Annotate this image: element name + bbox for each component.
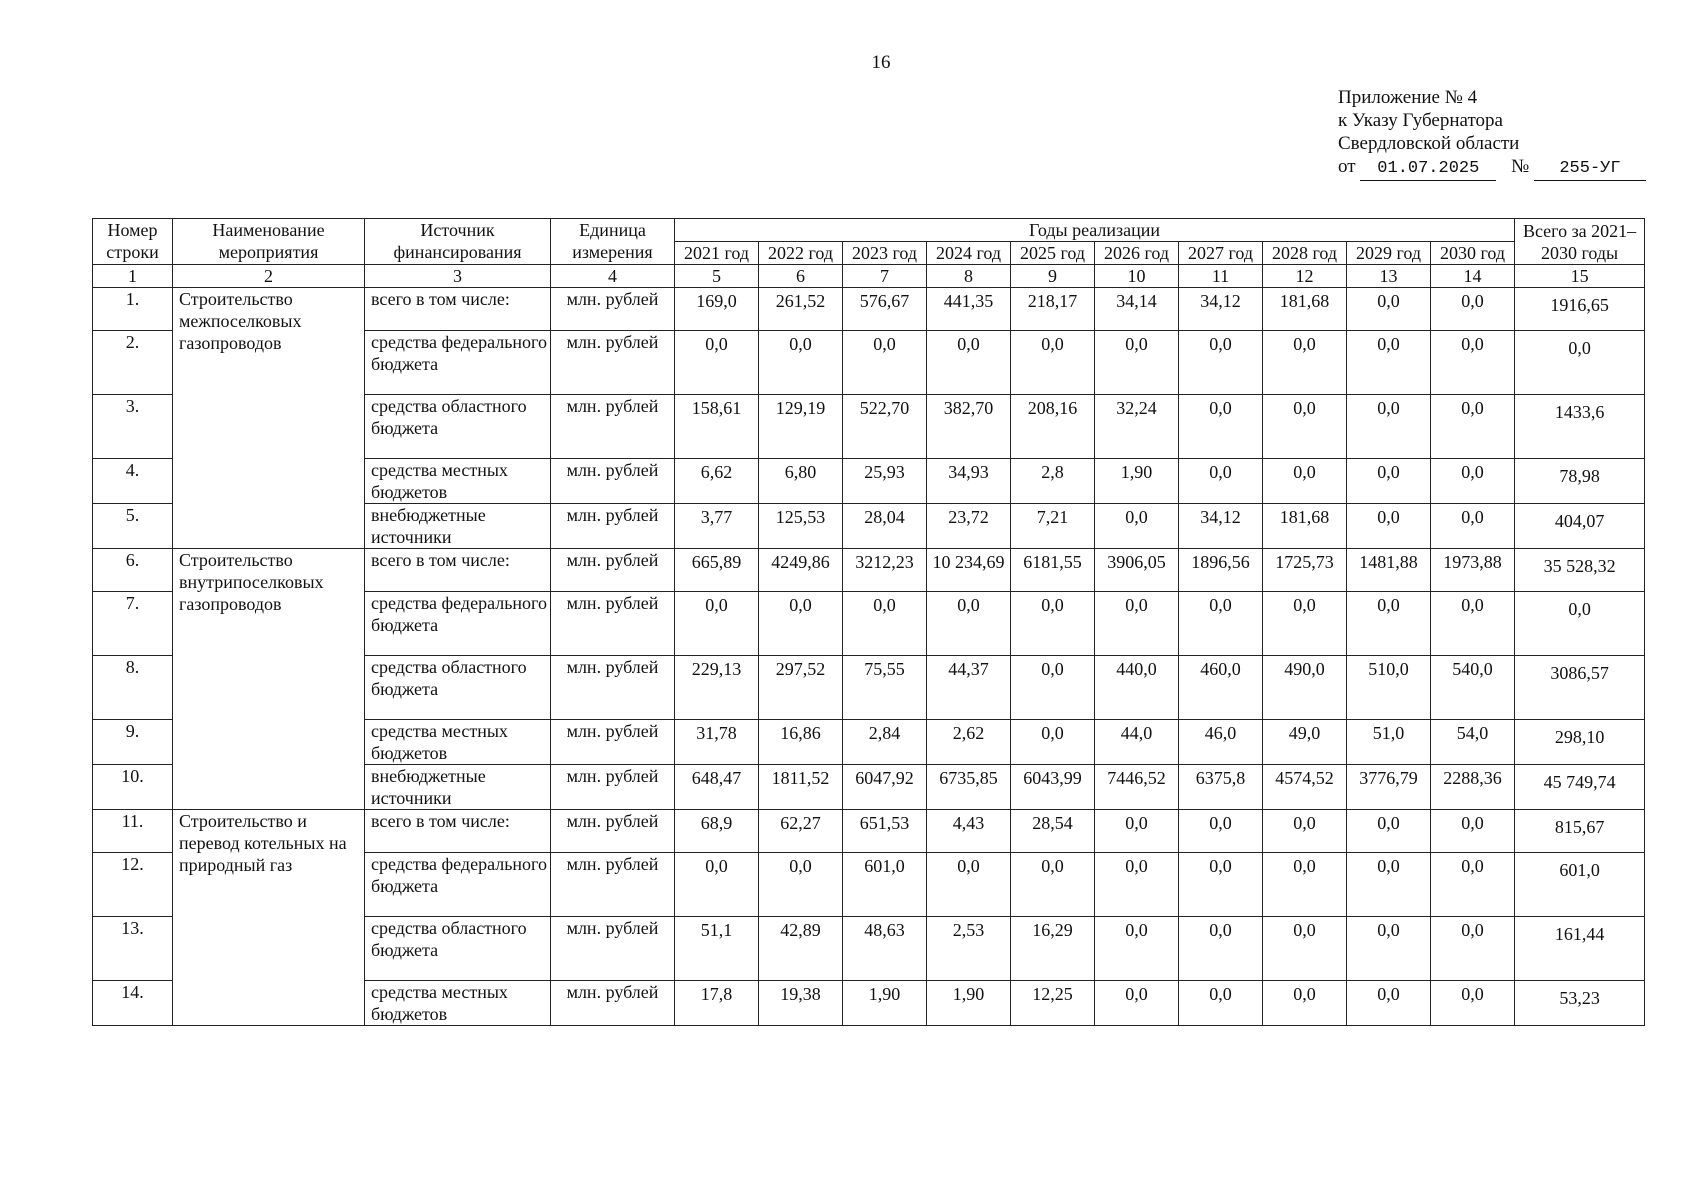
total-value-cell: 601,0: [1515, 853, 1645, 917]
year-value-cell: 7446,52: [1095, 765, 1179, 810]
year-value-cell: 49,0: [1263, 720, 1347, 765]
year-value-cell: 0,0: [927, 853, 1011, 917]
year-value-cell: 31,78: [675, 720, 759, 765]
source-cell: средства местных бюджетов: [365, 459, 551, 504]
year-value-cell: 34,12: [1179, 288, 1263, 331]
column-number: 6: [759, 265, 843, 288]
header-year: 2025 год: [1011, 242, 1095, 265]
year-value-cell: 0,0: [1095, 917, 1179, 981]
total-value-cell: 1916,65: [1515, 288, 1645, 331]
total-value-cell: 53,23: [1515, 981, 1645, 1026]
year-value-cell: 0,0: [927, 331, 1011, 395]
header-year: 2024 год: [927, 242, 1011, 265]
year-value-cell: 0,0: [1263, 459, 1347, 504]
appendix-line-1: Приложение № 4: [1338, 87, 1478, 108]
row-number-cell: 12.: [93, 853, 173, 917]
year-value-cell: 1481,88: [1347, 549, 1431, 592]
year-value-cell: 2,62: [927, 720, 1011, 765]
year-value-cell: 16,86: [759, 720, 843, 765]
year-value-cell: 0,0: [1011, 331, 1095, 395]
year-value-cell: 181,68: [1263, 504, 1347, 549]
page-number: 16: [871, 52, 891, 73]
total-value-cell: 45 749,74: [1515, 765, 1645, 810]
year-value-cell: 4,43: [927, 810, 1011, 853]
year-value-cell: 3212,23: [843, 549, 927, 592]
event-name-cell: Строительство внутрипоселковых газопроводов: [173, 549, 365, 810]
year-value-cell: 34,93: [927, 459, 1011, 504]
year-value-cell: 0,0: [1263, 395, 1347, 459]
year-value-cell: 16,29: [1011, 917, 1095, 981]
event-name-cell: Строительство и перевод котельных на природный газ: [173, 810, 365, 1026]
year-value-cell: 34,14: [1095, 288, 1179, 331]
year-value-cell: 522,70: [843, 395, 927, 459]
appendix-line-3: Свердловской области: [1338, 133, 1520, 154]
year-value-cell: 0,0: [1347, 592, 1431, 656]
year-value-cell: 1896,56: [1179, 549, 1263, 592]
source-cell: средства областного бюджета: [365, 395, 551, 459]
year-value-cell: 0,0: [843, 592, 927, 656]
year-value-cell: 0,0: [1179, 395, 1263, 459]
total-value-cell: 298,10: [1515, 720, 1645, 765]
header-year: 2026 год: [1095, 242, 1179, 265]
year-value-cell: 460,0: [1179, 656, 1263, 720]
appendix-date-line: [1338, 155, 1646, 181]
row-number-cell: 1.: [93, 288, 173, 331]
year-value-cell: 0,0: [1431, 288, 1515, 331]
year-value-cell: 0,0: [759, 592, 843, 656]
year-value-cell: 261,52: [759, 288, 843, 331]
column-number: 10: [1095, 265, 1179, 288]
source-cell: всего в том числе:: [365, 810, 551, 853]
year-value-cell: 23,72: [927, 504, 1011, 549]
source-cell: внебюджетные источники: [365, 765, 551, 810]
year-value-cell: 0,0: [1095, 592, 1179, 656]
appendix-block: [1338, 86, 1646, 181]
column-number: 12: [1263, 265, 1347, 288]
year-value-cell: 0,0: [1347, 981, 1431, 1026]
year-value-cell: 6047,92: [843, 765, 927, 810]
header-year: 2022 год: [759, 242, 843, 265]
year-value-cell: 32,24: [1095, 395, 1179, 459]
row-number-cell: 3.: [93, 395, 173, 459]
event-name-cell: Строительство межпоселковых газопроводов: [173, 288, 365, 549]
total-value-cell: 0,0: [1515, 331, 1645, 395]
total-value-cell: 78,98: [1515, 459, 1645, 504]
total-value-cell: 815,67: [1515, 810, 1645, 853]
total-value-cell: 1433,6: [1515, 395, 1645, 459]
table-row: [93, 549, 1645, 592]
year-value-cell: 25,93: [843, 459, 927, 504]
unit-cell: млн. рублей: [551, 395, 675, 459]
total-value-cell: 161,44: [1515, 917, 1645, 981]
row-number-cell: 5.: [93, 504, 173, 549]
year-value-cell: 125,53: [759, 504, 843, 549]
year-value-cell: 0,0: [1431, 810, 1515, 853]
year-value-cell: 2,84: [843, 720, 927, 765]
year-value-cell: 441,35: [927, 288, 1011, 331]
number-value: 255-УГ: [1534, 157, 1646, 181]
column-number: 11: [1179, 265, 1263, 288]
table-row: [93, 810, 1645, 853]
year-value-cell: 510,0: [1347, 656, 1431, 720]
year-value-cell: 0,0: [1011, 656, 1095, 720]
year-value-cell: 0,0: [1011, 720, 1095, 765]
year-value-cell: 3,77: [675, 504, 759, 549]
year-value-cell: 6,80: [759, 459, 843, 504]
year-value-cell: 75,55: [843, 656, 927, 720]
year-value-cell: 51,1: [675, 917, 759, 981]
column-number: 7: [843, 265, 927, 288]
header-total: Всего за 2021–2030 годы: [1515, 219, 1645, 265]
row-number-cell: 9.: [93, 720, 173, 765]
row-number-cell: 7.: [93, 592, 173, 656]
column-number: 9: [1011, 265, 1095, 288]
year-value-cell: 665,89: [675, 549, 759, 592]
column-number-row: [93, 265, 1645, 288]
year-value-cell: 0,0: [1347, 810, 1431, 853]
source-cell: средства областного бюджета: [365, 917, 551, 981]
header-year: 2021 год: [675, 242, 759, 265]
budget-table: [92, 218, 1645, 1026]
header-unit: Единица измерения: [551, 219, 675, 265]
year-value-cell: 17,8: [675, 981, 759, 1026]
year-value-cell: 62,27: [759, 810, 843, 853]
year-value-cell: 19,38: [759, 981, 843, 1026]
year-value-cell: 68,9: [675, 810, 759, 853]
year-value-cell: 0,0: [1347, 288, 1431, 331]
column-number: 3: [365, 265, 551, 288]
unit-cell: млн. рублей: [551, 504, 675, 549]
year-value-cell: 540,0: [1431, 656, 1515, 720]
year-value-cell: 0,0: [1095, 331, 1179, 395]
year-value-cell: 0,0: [1263, 917, 1347, 981]
unit-cell: млн. рублей: [551, 765, 675, 810]
year-value-cell: 51,0: [1347, 720, 1431, 765]
unit-cell: млн. рублей: [551, 549, 675, 592]
year-value-cell: 28,54: [1011, 810, 1095, 853]
year-value-cell: 0,0: [1263, 331, 1347, 395]
year-value-cell: 648,47: [675, 765, 759, 810]
header-event-name: Наименование мероприятия: [173, 219, 365, 265]
year-value-cell: 0,0: [1347, 504, 1431, 549]
date-value: 01.07.2025: [1360, 157, 1496, 181]
year-value-cell: 6181,55: [1011, 549, 1095, 592]
year-value-cell: 0,0: [1431, 459, 1515, 504]
header-years-group: Годы реализации: [675, 219, 1515, 242]
year-value-cell: 1811,52: [759, 765, 843, 810]
year-value-cell: 0,0: [1263, 592, 1347, 656]
year-value-cell: 0,0: [1347, 853, 1431, 917]
year-value-cell: 0,0: [1179, 810, 1263, 853]
unit-cell: млн. рублей: [551, 459, 675, 504]
year-value-cell: 46,0: [1179, 720, 1263, 765]
year-value-cell: 0,0: [1179, 459, 1263, 504]
unit-cell: млн. рублей: [551, 331, 675, 395]
column-number: 5: [675, 265, 759, 288]
year-value-cell: 0,0: [1347, 331, 1431, 395]
year-value-cell: 3906,05: [1095, 549, 1179, 592]
header-row-number: Номер строки: [93, 219, 173, 265]
year-value-cell: 10 234,69: [927, 549, 1011, 592]
total-value-cell: 3086,57: [1515, 656, 1645, 720]
source-cell: средства местных бюджетов: [365, 720, 551, 765]
source-cell: всего в том числе:: [365, 549, 551, 592]
year-value-cell: 0,0: [675, 853, 759, 917]
source-cell: средства федерального бюджета: [365, 853, 551, 917]
unit-cell: млн. рублей: [551, 720, 675, 765]
table-row: [93, 288, 1645, 331]
year-value-cell: 0,0: [1095, 981, 1179, 1026]
row-number-cell: 11.: [93, 810, 173, 853]
year-value-cell: 0,0: [927, 592, 1011, 656]
year-value-cell: 0,0: [759, 853, 843, 917]
year-value-cell: 0,0: [1095, 504, 1179, 549]
year-value-cell: 2,53: [927, 917, 1011, 981]
appendix-line-2: к Указу Губернатора: [1338, 110, 1503, 131]
year-value-cell: 440,0: [1095, 656, 1179, 720]
year-value-cell: 44,0: [1095, 720, 1179, 765]
total-value-cell: 35 528,32: [1515, 549, 1645, 592]
number-label: №: [1511, 156, 1530, 177]
year-value-cell: 0,0: [1179, 981, 1263, 1026]
year-value-cell: 1,90: [1095, 459, 1179, 504]
year-value-cell: 651,53: [843, 810, 927, 853]
year-value-cell: 1,90: [843, 981, 927, 1026]
year-value-cell: 6,62: [675, 459, 759, 504]
year-value-cell: 382,70: [927, 395, 1011, 459]
year-value-cell: 1,90: [927, 981, 1011, 1026]
header-year: 2029 год: [1347, 242, 1431, 265]
year-value-cell: 0,0: [1011, 592, 1095, 656]
header-source: Источник финансирования: [365, 219, 551, 265]
year-value-cell: 0,0: [1431, 853, 1515, 917]
row-number-cell: 2.: [93, 331, 173, 395]
year-value-cell: 28,04: [843, 504, 927, 549]
source-cell: средства областного бюджета: [365, 656, 551, 720]
year-value-cell: 0,0: [1179, 331, 1263, 395]
year-value-cell: 0,0: [1263, 810, 1347, 853]
year-value-cell: 4574,52: [1263, 765, 1347, 810]
year-value-cell: 0,0: [1179, 917, 1263, 981]
unit-cell: млн. рублей: [551, 656, 675, 720]
source-cell: средства федерального бюджета: [365, 331, 551, 395]
unit-cell: млн. рублей: [551, 853, 675, 917]
year-value-cell: 0,0: [1347, 395, 1431, 459]
year-value-cell: 44,37: [927, 656, 1011, 720]
year-value-cell: 0,0: [1431, 917, 1515, 981]
header-year: 2028 год: [1263, 242, 1347, 265]
header-year: 2023 год: [843, 242, 927, 265]
year-value-cell: 0,0: [1095, 810, 1179, 853]
table-body: [93, 288, 1645, 1026]
year-value-cell: 0,0: [675, 331, 759, 395]
year-value-cell: 6375,8: [1179, 765, 1263, 810]
year-value-cell: 0,0: [1011, 853, 1095, 917]
year-value-cell: 490,0: [1263, 656, 1347, 720]
year-value-cell: 0,0: [1263, 853, 1347, 917]
year-value-cell: 129,19: [759, 395, 843, 459]
total-value-cell: 0,0: [1515, 592, 1645, 656]
year-value-cell: 0,0: [1263, 981, 1347, 1026]
year-value-cell: 54,0: [1431, 720, 1515, 765]
unit-cell: млн. рублей: [551, 917, 675, 981]
unit-cell: млн. рублей: [551, 288, 675, 331]
year-value-cell: 1725,73: [1263, 549, 1347, 592]
source-cell: всего в том числе:: [365, 288, 551, 331]
year-value-cell: 229,13: [675, 656, 759, 720]
year-value-cell: 2288,36: [1431, 765, 1515, 810]
year-value-cell: 0,0: [1431, 331, 1515, 395]
unit-cell: млн. рублей: [551, 981, 675, 1026]
unit-cell: млн. рублей: [551, 592, 675, 656]
year-value-cell: 2,8: [1011, 459, 1095, 504]
year-value-cell: 0,0: [1347, 459, 1431, 504]
row-number-cell: 6.: [93, 549, 173, 592]
header-year: 2030 год: [1431, 242, 1515, 265]
year-value-cell: 42,89: [759, 917, 843, 981]
column-number: 4: [551, 265, 675, 288]
year-value-cell: 0,0: [675, 592, 759, 656]
year-value-cell: 0,0: [843, 331, 927, 395]
column-number: 8: [927, 265, 1011, 288]
year-value-cell: 218,17: [1011, 288, 1095, 331]
column-number: 13: [1347, 265, 1431, 288]
year-value-cell: 7,21: [1011, 504, 1095, 549]
year-value-cell: 208,16: [1011, 395, 1095, 459]
year-value-cell: 169,0: [675, 288, 759, 331]
table-header: [93, 219, 1645, 288]
year-value-cell: 0,0: [759, 331, 843, 395]
row-number-cell: 14.: [93, 981, 173, 1026]
year-value-cell: 158,61: [675, 395, 759, 459]
year-value-cell: 0,0: [1179, 592, 1263, 656]
year-value-cell: 0,0: [1179, 853, 1263, 917]
row-number-cell: 8.: [93, 656, 173, 720]
date-label: от: [1338, 156, 1356, 177]
year-value-cell: 12,25: [1011, 981, 1095, 1026]
total-value-cell: 404,07: [1515, 504, 1645, 549]
year-value-cell: 1973,88: [1431, 549, 1515, 592]
year-value-cell: 0,0: [1431, 592, 1515, 656]
source-cell: средства федерального бюджета: [365, 592, 551, 656]
year-value-cell: 3776,79: [1347, 765, 1431, 810]
row-number-cell: 4.: [93, 459, 173, 504]
year-value-cell: 48,63: [843, 917, 927, 981]
year-value-cell: 34,12: [1179, 504, 1263, 549]
year-value-cell: 4249,86: [759, 549, 843, 592]
column-number: 15: [1515, 265, 1645, 288]
year-value-cell: 181,68: [1263, 288, 1347, 331]
source-cell: внебюджетные источники: [365, 504, 551, 549]
year-value-cell: 0,0: [1431, 981, 1515, 1026]
row-number-cell: 10.: [93, 765, 173, 810]
header-year: 2027 год: [1179, 242, 1263, 265]
row-number-cell: 13.: [93, 917, 173, 981]
column-number: 14: [1431, 265, 1515, 288]
year-value-cell: 297,52: [759, 656, 843, 720]
source-cell: средства местных бюджетов: [365, 981, 551, 1026]
year-value-cell: 576,67: [843, 288, 927, 331]
year-value-cell: 0,0: [1347, 917, 1431, 981]
year-value-cell: 0,0: [1095, 853, 1179, 917]
column-number: 1: [93, 265, 173, 288]
year-value-cell: 6043,99: [1011, 765, 1095, 810]
year-value-cell: 601,0: [843, 853, 927, 917]
year-value-cell: 0,0: [1431, 504, 1515, 549]
year-value-cell: 0,0: [1431, 395, 1515, 459]
unit-cell: млн. рублей: [551, 810, 675, 853]
year-value-cell: 6735,85: [927, 765, 1011, 810]
column-number: 2: [173, 265, 365, 288]
